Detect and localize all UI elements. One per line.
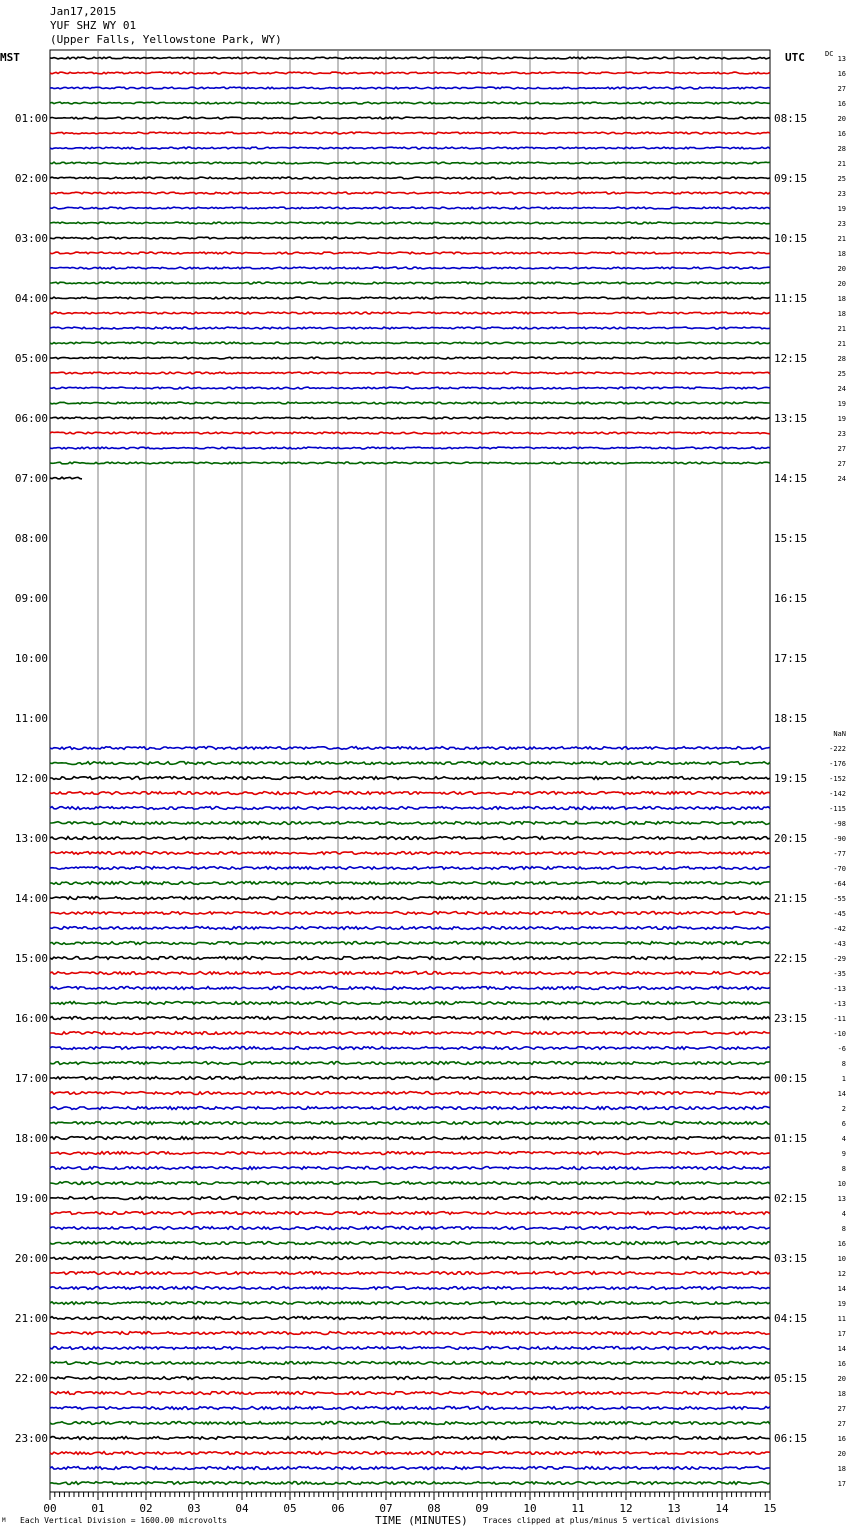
x-tick-label: 04 [235,1502,249,1515]
trace-line [50,1017,770,1020]
trace-line [50,1332,770,1335]
mst-hour-label: 04:00 [14,292,48,305]
dc-offset-value: 13 [837,55,846,63]
utc-hour-label: 12:15 [774,352,808,365]
station-location: (Upper Falls, Yellowstone Park, WY) [50,33,282,46]
dc-offset-value: 18 [837,295,846,303]
dc-offset-value: 16 [837,1240,846,1248]
mst-hour-label: 03:00 [14,232,48,245]
x-tick-label: 11 [571,1502,585,1515]
mst-hour-label: 08:00 [14,532,48,545]
dc-offset-value: 10 [837,1180,846,1188]
trace-line [50,162,770,164]
trace-line [50,912,770,915]
utc-hour-label: 20:15 [774,832,808,845]
dc-offset-value: 9 [841,1150,846,1158]
dc-offset-header: DC [825,50,834,58]
x-tick-label: 05 [283,1502,297,1515]
utc-hour-label: 16:15 [774,592,808,605]
dc-offset-value: -55 [833,895,846,903]
mst-hour-label: 07:00 [14,472,48,485]
utc-hour-label: 14:15 [774,472,808,485]
mst-hour-label: 09:00 [14,592,48,605]
dc-offset-value: 19 [837,400,846,408]
trace-line [50,417,770,419]
dc-offset-value: 20 [837,280,846,288]
dc-offset-value: 16 [837,1435,846,1443]
dc-offset-value: 28 [837,145,846,153]
trace-line [50,1317,770,1320]
trace-line [50,1197,770,1200]
trace-line [50,1272,770,1275]
dc-offset-value: 6 [841,1120,846,1128]
utc-hour-label: 11:15 [774,292,808,305]
utc-hour-label: 02:15 [774,1192,808,1205]
utc-hour-label: 13:15 [774,412,808,425]
x-tick-label: 15 [763,1502,777,1515]
trace-line [50,942,770,945]
dc-offset-value: 14 [837,1345,846,1353]
x-tick-label: 01 [91,1502,105,1515]
mst-hour-label: 21:00 [14,1312,48,1325]
dc-offset-value: -98 [833,820,846,828]
dc-offset-value: 21 [837,160,846,168]
dc-offset-value: 24 [837,475,846,483]
dc-offset-value: -90 [833,835,846,843]
trace-line [50,432,770,434]
trace-line [50,267,770,269]
x-tick-label: 14 [715,1502,729,1515]
dc-offset-value: 25 [837,175,846,183]
trace-line [50,792,770,795]
trace-line [50,57,770,59]
dc-offset-value: -176 [829,760,846,768]
x-tick-label: 09 [475,1502,489,1515]
trace-line [50,1437,770,1440]
trace-line [50,447,770,449]
dc-offset-value: -77 [833,850,846,858]
trace-line [50,807,770,810]
dc-offset-value: 19 [837,1300,846,1308]
trace-line [50,1032,770,1035]
utc-hour-label: 10:15 [774,232,808,245]
dc-offset-value: 13 [837,1195,846,1203]
dc-offset-value: -43 [833,940,846,948]
dc-offset-value: 20 [837,265,846,273]
trace-line [50,1452,770,1455]
x-axis-title: TIME (MINUTES) [375,1514,468,1527]
dc-offset-value: 18 [837,310,846,318]
dc-offset-value: 14 [837,1090,846,1098]
x-tick-label: 12 [619,1502,633,1515]
dc-offset-value: -115 [829,805,846,813]
trace-line [50,222,770,224]
mst-hour-label: 01:00 [14,112,48,125]
station-code: YUF SHZ WY 01 [50,19,137,32]
trace-line [50,147,770,149]
utc-hour-label: 22:15 [774,952,808,965]
trace-line [50,957,770,960]
trace-line [50,1227,770,1230]
dc-offset-value: -152 [829,775,846,783]
mst-hour-label: 06:00 [14,412,48,425]
utc-hour-label: 06:15 [774,1432,808,1445]
trace-line [50,1287,770,1290]
trace-line [50,1137,770,1140]
utc-hour-label: 18:15 [774,712,808,725]
dc-offset-value: 20 [837,1450,846,1458]
dc-offset-value: -64 [833,880,846,888]
dc-offset-value: 19 [837,415,846,423]
utc-hour-label: 01:15 [774,1132,808,1145]
trace-line [50,252,770,254]
utc-hour-label: 15:15 [774,532,808,545]
trace-line [50,1167,770,1170]
mst-hour-label: 23:00 [14,1432,48,1445]
trace-line [50,177,770,179]
mst-hour-label: 14:00 [14,892,48,905]
trace-line [50,777,770,780]
dc-offset-value: 8 [841,1165,846,1173]
trace-line [50,1182,770,1185]
dc-offset-value: 21 [837,340,846,348]
nan-header: NaN [833,730,846,738]
dc-offset-value: 18 [837,1465,846,1473]
trace-line [50,1407,770,1410]
trace-line [50,132,770,134]
dc-offset-value: -13 [833,985,846,993]
corner-mark: M [2,1517,6,1524]
trace-line [50,987,770,990]
dc-offset-value: 23 [837,220,846,228]
dc-offset-value: 16 [837,100,846,108]
dc-offset-value: 16 [837,1360,846,1368]
trace-line [50,87,770,89]
trace-line [50,1392,770,1395]
trace-line [50,342,770,344]
trace-line [50,192,770,194]
clip-note: Traces clipped at plus/minus 5 vertical divisions [483,1516,720,1525]
trace-line [50,372,770,374]
x-tick-label: 02 [139,1502,153,1515]
trace-line [50,972,770,975]
utc-hour-label: 08:15 [774,112,808,125]
trace-line [50,837,770,840]
trace-line [50,1002,770,1005]
trace-line [50,882,770,885]
utc-hour-label: 21:15 [774,892,808,905]
dc-offset-value: -29 [833,955,846,963]
mst-hour-label: 18:00 [14,1132,48,1145]
trace-line [50,387,770,389]
x-tick-label: 00 [43,1502,57,1515]
dc-offset-value: -11 [833,1015,846,1023]
utc-hour-label: 00:15 [774,1072,808,1085]
trace-line [50,117,770,119]
dc-offset-value: 25 [837,370,846,378]
trace-line [50,102,770,104]
mst-hour-label: 16:00 [14,1012,48,1025]
dc-offset-value: 20 [837,115,846,123]
dc-offset-value: 27 [837,1420,846,1428]
trace-line [50,762,770,765]
utc-hour-label: 23:15 [774,1012,808,1025]
dc-offset-value: 27 [837,445,846,453]
trace-line [50,927,770,930]
dc-offset-value: 17 [837,1480,846,1488]
trace-line [50,237,770,239]
trace-line [50,297,770,299]
dc-offset-value: 11 [837,1315,846,1323]
utc-hour-label: 03:15 [774,1252,808,1265]
mst-hour-label: 12:00 [14,772,48,785]
dc-offset-value: -142 [829,790,846,798]
mst-hour-label: 11:00 [14,712,48,725]
dc-offset-value: 27 [837,85,846,93]
trace-line [50,1152,770,1155]
dc-offset-value: 24 [837,385,846,393]
dc-offset-value: 4 [841,1135,846,1143]
dc-offset-value: 27 [837,1405,846,1413]
x-tick-label: 08 [427,1502,441,1515]
trace-line [50,462,770,464]
trace-line [50,327,770,329]
trace-line [50,1047,770,1050]
dc-offset-value: 27 [837,460,846,468]
dc-offset-value: 20 [837,1375,846,1383]
mst-hour-label: 15:00 [14,952,48,965]
dc-offset-value: 23 [837,190,846,198]
dc-offset-value: 19 [837,205,846,213]
x-tick-label: 13 [667,1502,681,1515]
utc-hour-label: 17:15 [774,652,808,665]
trace-line [50,1077,770,1080]
utc-axis-title: UTC [785,51,805,64]
utc-hour-label: 09:15 [774,172,808,185]
trace-line [50,747,770,750]
trace-line [50,1257,770,1260]
dc-offset-value: 18 [837,1390,846,1398]
utc-hour-label: 05:15 [774,1372,808,1385]
dc-offset-value: 4 [841,1210,846,1218]
dc-offset-value: -13 [833,1000,846,1008]
scale-note: Each Vertical Division = 1600.00 microvolts [20,1516,228,1525]
dc-offset-value: 8 [841,1225,846,1233]
trace-line [50,477,82,479]
dc-offset-value: -42 [833,925,846,933]
utc-hour-label: 04:15 [774,1312,808,1325]
dc-offset-value: 17 [837,1330,846,1338]
dc-offset-value: 23 [837,430,846,438]
mst-hour-label: 20:00 [14,1252,48,1265]
utc-hour-label: 19:15 [774,772,808,785]
trace-line [50,1467,770,1470]
mst-hour-label: 13:00 [14,832,48,845]
trace-line [50,897,770,900]
dc-offset-value: 2 [841,1105,846,1113]
x-tick-label: 03 [187,1502,201,1515]
trace-line [50,867,770,870]
x-tick-label: 10 [523,1502,537,1515]
dc-offset-value: 21 [837,325,846,333]
trace-line [50,822,770,825]
trace-line [50,207,770,209]
mst-axis-title: MST [0,51,20,64]
x-tick-label: 07 [379,1502,393,1515]
trace-line [50,1242,770,1245]
mst-hour-label: 22:00 [14,1372,48,1385]
trace-line [50,1347,770,1350]
trace-line [50,1122,770,1125]
dc-offset-value: 1 [841,1075,846,1083]
dc-offset-value: 10 [837,1255,846,1263]
x-tick-label: 06 [331,1502,345,1515]
dc-offset-value: 12 [837,1270,846,1278]
trace-line [50,1362,770,1365]
trace-line [50,1062,770,1065]
trace-line [50,1302,770,1305]
mst-hour-label: 17:00 [14,1072,48,1085]
dc-offset-value: -6 [837,1045,846,1053]
trace-line [50,1422,770,1425]
trace-line [50,402,770,404]
dc-offset-value: 28 [837,355,846,363]
trace-line [50,72,770,74]
trace-line [50,282,770,284]
trace-line [50,1092,770,1095]
dc-offset-value: -222 [829,745,846,753]
trace-line [50,357,770,359]
trace-line [50,312,770,314]
mst-hour-label: 05:00 [14,352,48,365]
trace-line [50,1377,770,1380]
dc-offset-value: -70 [833,865,846,873]
trace-line [50,1212,770,1215]
trace-line [50,852,770,855]
dc-offset-value: 18 [837,250,846,258]
mst-hour-label: 19:00 [14,1192,48,1205]
mst-hour-label: 10:00 [14,652,48,665]
trace-line [50,1482,770,1485]
chart-date: Jan17,2015 [50,5,117,18]
dc-offset-value: 8 [841,1060,846,1068]
dc-offset-value: 14 [837,1285,846,1293]
dc-offset-value: -10 [833,1030,846,1038]
dc-offset-value: -45 [833,910,846,918]
mst-hour-label: 02:00 [14,172,48,185]
trace-line [50,1107,770,1110]
dc-offset-value: -35 [833,970,846,978]
dc-offset-value: 21 [837,235,846,243]
dc-offset-value: 16 [837,130,846,138]
dc-offset-value: 16 [837,70,846,78]
